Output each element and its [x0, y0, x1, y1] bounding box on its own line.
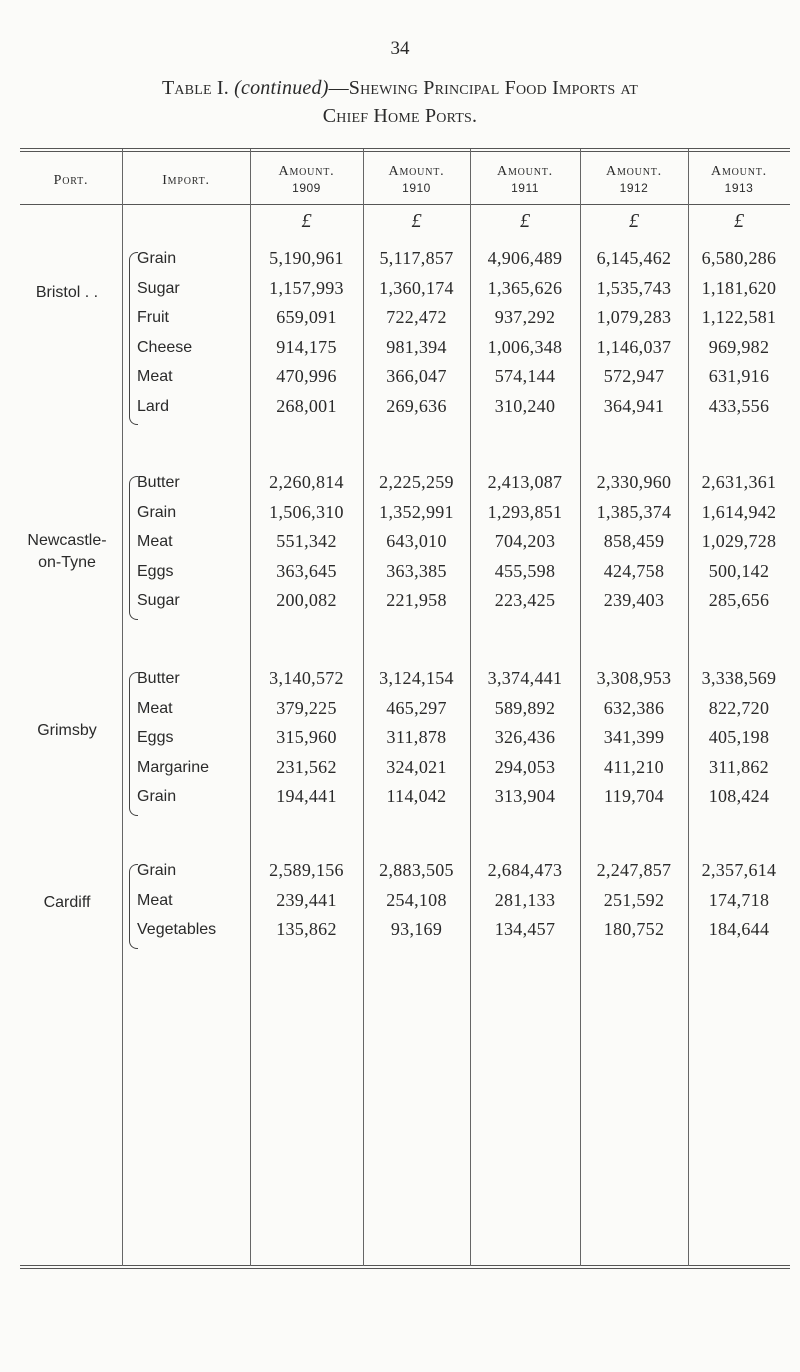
currency-symbol: £	[411, 210, 422, 232]
amount-cell: 6,145,462	[596, 248, 672, 268]
header-year: 1910	[402, 181, 431, 195]
header-amount-1912	[580, 164, 688, 196]
amount-cell: 184,644	[708, 919, 770, 939]
table-top-rule-inner	[20, 151, 790, 152]
header-amount-label: Amount.	[497, 164, 553, 179]
header-amount-1911	[470, 164, 580, 196]
amount-cell: 1,614,942	[701, 501, 777, 522]
amount-cell: 1,535,743	[596, 277, 672, 298]
amount-cell: 632,386	[603, 697, 665, 718]
amount-cell: 2,883,505	[379, 860, 454, 880]
amount-cell: 822,720	[708, 697, 770, 718]
amount-cell: 239,403	[603, 590, 665, 610]
amount-cell: 108,424	[708, 786, 770, 806]
import-item: Grain	[137, 503, 177, 521]
amount-cell: 2,225,259	[379, 472, 454, 492]
amount-cell: 969,982	[708, 336, 770, 357]
header-year: 1913	[724, 181, 754, 195]
port-name: Cardiff	[43, 894, 91, 911]
amount-cell: 631,916	[708, 366, 770, 386]
amount-cell: 1,122,581	[701, 307, 777, 327]
amount-cell: 3,140,572	[269, 668, 344, 688]
import-item: Meat	[137, 699, 173, 717]
header-rule	[20, 204, 790, 205]
import-item: Cheese	[137, 338, 193, 356]
amount-cell: 2,684,473	[487, 860, 563, 880]
import-item: Butter	[137, 670, 180, 687]
amount-cell: 1,181,620	[701, 277, 777, 298]
port-name: Bristol . .	[35, 284, 99, 301]
amount-cell: 424,758	[603, 560, 665, 581]
amount-cell: 1,029,728	[701, 531, 777, 551]
amount-cell: 4,906,489	[487, 248, 563, 268]
currency-symbol: £	[301, 210, 312, 232]
header-year: 1911	[511, 181, 539, 195]
amount-cell: 3,124,154	[379, 668, 454, 688]
header-amount-1913	[688, 164, 790, 196]
port-name: Grimsby	[37, 722, 97, 739]
header-amount-label: Amount.	[278, 164, 335, 179]
import-item: Margarine	[137, 758, 210, 776]
header-amount-label: Amount.	[711, 164, 767, 179]
amount-cell: 6,580,286	[701, 248, 777, 268]
amount-cell: 465,297	[386, 697, 447, 718]
table-label: Table I.	[161, 77, 229, 99]
amount-cell: 551,342	[276, 531, 337, 551]
amount-cell: 1,352,991	[379, 501, 454, 522]
header-amount-1910	[363, 164, 470, 196]
port-name	[12, 530, 122, 574]
table-bottom-rule-inner	[20, 1268, 790, 1269]
amount-cell: 251,592	[603, 889, 665, 910]
amount-cell: 858,459	[603, 531, 665, 551]
amount-cell: 281,133	[494, 889, 556, 910]
amount-cell: 500,142	[708, 560, 770, 581]
amount-cell: 1,157,993	[269, 277, 344, 298]
port-name-line: Newcastle-	[27, 532, 107, 549]
table-top-rule	[20, 148, 790, 149]
amount-cell: 2,631,361	[701, 472, 777, 492]
amount-cell: 363,385	[386, 560, 447, 581]
import-item: Eggs	[137, 729, 174, 746]
header-import: Import.	[162, 173, 210, 188]
amount-cell: 239,441	[276, 889, 337, 910]
amount-cell: 254,108	[386, 889, 447, 910]
amount-cell: 2,330,960	[596, 472, 672, 492]
amount-cell: 1,146,037	[596, 336, 672, 357]
amount-cell: 269,636	[386, 395, 447, 416]
amount-cell: 364,941	[603, 395, 665, 416]
amount-cell: 433,556	[708, 395, 770, 416]
amount-cell: 572,947	[603, 366, 665, 386]
import-item: Meat	[137, 533, 173, 550]
import-item: Lard	[137, 397, 170, 415]
import-item: Meat	[137, 368, 173, 385]
currency-symbol: £	[734, 210, 744, 232]
amount-cell: 135,862	[276, 919, 337, 939]
table-bottom-rule	[20, 1265, 790, 1266]
amount-cell: 937,292	[494, 307, 556, 327]
amount-cell: 134,457	[494, 919, 556, 939]
import-item: Grain	[137, 862, 177, 879]
amount-cell: 194,441	[276, 786, 337, 806]
header-year: 1909	[292, 181, 321, 195]
import-item: Vegetables	[137, 921, 217, 938]
import-item: Sugar	[137, 592, 180, 609]
title-line1: —Shewing Principal Food Imports at	[328, 77, 639, 99]
amount-cell: 3,338,569	[701, 668, 777, 688]
amount-cell: 310,240	[494, 395, 556, 416]
import-item: Fruit	[137, 309, 169, 326]
amount-cell: 2,247,857	[596, 860, 672, 880]
amount-cell: 1,385,374	[596, 501, 672, 522]
header-amount-label: Amount.	[388, 164, 445, 179]
amount-cell: 285,656	[708, 590, 770, 610]
amount-cell: 119,704	[604, 786, 664, 806]
amount-cell: 326,436	[494, 727, 556, 747]
header-amount-label: Amount.	[606, 164, 662, 179]
continued-note: (continued)	[234, 77, 329, 99]
amount-cell: 5,190,961	[269, 248, 344, 268]
amount-cell: 324,021	[386, 756, 447, 777]
header-year: 1912	[619, 181, 649, 195]
amount-cell: 223,425	[494, 590, 556, 610]
amount-cell: 643,010	[386, 531, 447, 551]
amount-cell: 366,047	[386, 366, 447, 386]
amount-cell: 2,413,087	[487, 472, 563, 492]
amount-cell: 470,996	[276, 366, 337, 386]
import-item: Grain	[137, 250, 177, 267]
amount-cell: 174,718	[708, 889, 770, 910]
amount-cell: 315,960	[276, 727, 337, 747]
amount-cell: 114,042	[386, 786, 447, 806]
amount-cell: 589,892	[494, 697, 556, 718]
amount-cell: 311,862	[709, 756, 769, 777]
title-line2: Chief Home Ports.	[322, 105, 478, 127]
amount-cell: 981,394	[386, 336, 447, 357]
amount-cell: 1,506,310	[269, 501, 344, 522]
amount-cell: 3,308,953	[596, 668, 672, 688]
amount-cell: 221,958	[386, 590, 447, 610]
amount-cell: 5,117,857	[379, 248, 454, 268]
page-number: 34	[390, 38, 410, 59]
amount-cell: 659,091	[276, 307, 337, 327]
currency-symbol: £	[629, 210, 639, 232]
amount-cell: 313,904	[494, 786, 556, 806]
header-amount-1909	[250, 164, 363, 196]
amount-cell: 341,399	[603, 727, 665, 747]
amount-cell: 200,082	[276, 590, 337, 610]
amount-cell: 311,878	[386, 727, 447, 747]
amount-cell: 405,198	[708, 727, 770, 747]
amount-cell: 2,260,814	[269, 472, 344, 492]
amount-cell: 379,225	[276, 697, 337, 718]
import-item: Sugar	[137, 279, 180, 297]
amount-cell: 268,001	[276, 395, 337, 416]
amount-cell: 294,053	[494, 756, 556, 777]
amount-cell: 2,589,156	[269, 860, 344, 880]
amount-cell: 722,472	[386, 307, 447, 327]
import-item: Grain	[137, 788, 177, 805]
port-name-line: on-Tyne	[38, 554, 96, 571]
amount-cell: 574,144	[494, 366, 556, 386]
column-divider	[122, 149, 123, 1266]
amount-cell: 411,210	[604, 756, 664, 777]
header-port: Port.	[53, 173, 89, 188]
amount-cell: 93,169	[390, 919, 443, 939]
amount-cell: 1,079,283	[596, 307, 672, 327]
amount-cell: 1,006,348	[487, 336, 563, 357]
import-item: Eggs	[137, 562, 174, 580]
currency-symbol: £	[520, 210, 530, 232]
amount-cell: 1,293,851	[487, 501, 563, 522]
import-item: Meat	[137, 891, 173, 909]
amount-cell: 363,645	[276, 560, 337, 581]
amount-cell: 1,365,626	[487, 277, 563, 298]
amount-cell: 704,203	[494, 531, 556, 551]
amount-cell: 180,752	[603, 919, 665, 939]
amount-cell: 914,175	[276, 336, 337, 357]
import-item: Butter	[137, 474, 180, 491]
amount-cell: 1,360,174	[379, 277, 454, 298]
amount-cell: 231,562	[276, 756, 337, 777]
amount-cell: 455,598	[494, 560, 556, 581]
amount-cell: 2,357,614	[701, 860, 777, 880]
amount-cell: 3,374,441	[487, 668, 563, 688]
